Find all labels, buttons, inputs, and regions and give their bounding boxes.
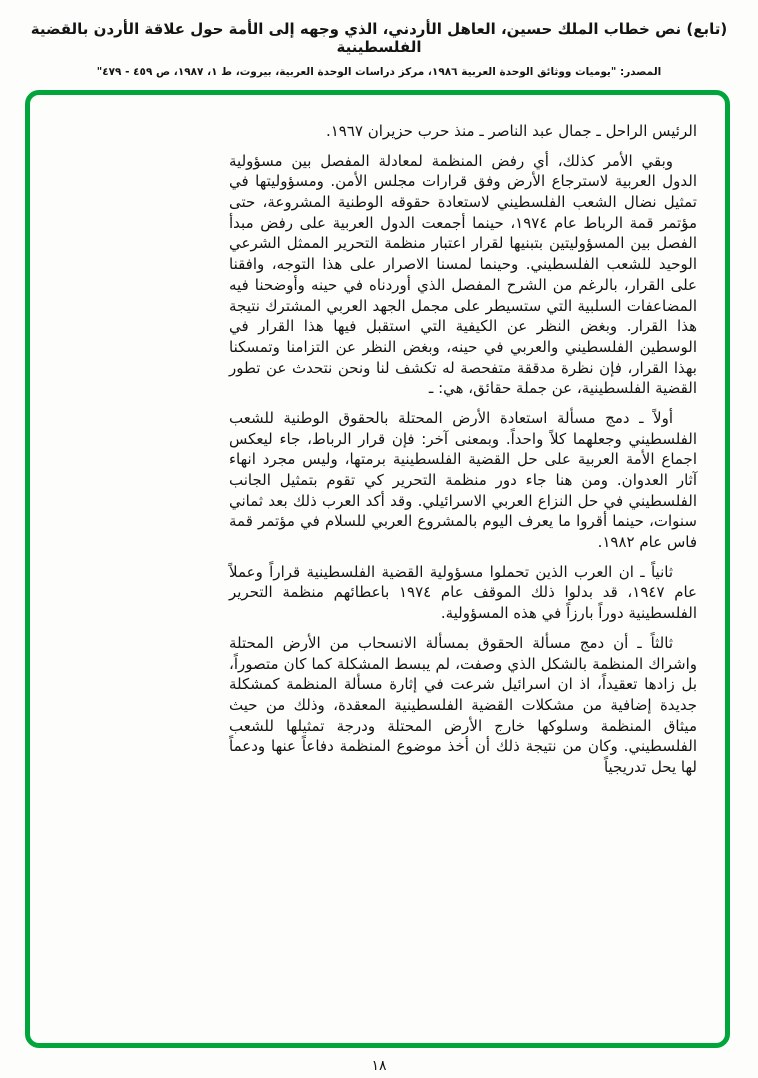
source-line: المصدر: "يوميات ووثائق الوحدة العربية ١٩٨٦، مركز دراسات الوحدة العربية، بيروت، ط ١، ١٩٨٧، ص ٤٥٩ - ٤٧٩" xyxy=(96,66,662,78)
page-header xyxy=(0,20,758,78)
paragraph-second-point: ثانياً ـ ان العرب الذين تحملوا مسؤولية القضية الفلسطينية قراراً وعملاً عام ١٩٤٧، قد بدلوا ذلك الموقف عام ١٩٧٤ باعطائهم منظمة التحرير الفلسطينية دوراً بارزاً في هذه المسؤولية. xyxy=(229,562,698,623)
page-number: ١٨ xyxy=(371,1058,387,1074)
paragraph-intro: وبقي الأمر كذلك، أي رفض المنظمة لمعادلة المفصل بين مسؤولية الدول العربية لاسترجاع الأرض وفق قرارات مجلس الأمن. ومسؤوليتها في تمثيل نضال الشعب الفلسطيني لاستعادة حقوقه الوطنية المشروعة، حتى مؤتمر قمة الرباط عام ١٩٧٤، حينما أجمعت الدول العربية على رفض مبدأ الفصل بين المسؤوليتين بتبنيها لقرار اعتبار منظمة التحرير الممثل الشرعي الوحيد للشعب الفلسطيني. وحينما لمسنا الاصرار على هذا التوجه، وافقنا على القرار، بالرغم من الشرح المفصل الذي أوردناه في حينه وأوضحنا فيه المضاعفات السلبية التي ستسيطر على مجمل الجهد العربي المشترك نتيجة هذا القرار. وبغض النظر عن الكيفية التي استقبل فيها هذا القرار في الوسطين الفلسطيني والعربي في حينه، وبغض النظر عن التزامنا وتمسكنا بهذا القرار، فإن نظرة مدققة متفحصة له تكشف لنا ونحن نتحدث عن تطور القضية الفلسطينية، عن جملة حقائق، هي: ـ xyxy=(229,151,697,398)
page-title: (تابع) نص خطاب الملك حسين، العاهل الأردني، الذي وجهه إلى الأمة حول علاقة الأردن بالقضية الفلسطينية xyxy=(30,20,728,56)
paragraph-continuation: الرئيس الراحل ـ جمال عبد الناصر ـ منذ حرب حزيران ١٩٦٧. xyxy=(325,122,697,140)
content-frame xyxy=(25,90,730,1048)
paragraph-first-point: أولاً ـ دمج مسألة استعادة الأرض المحتلة بالحقوق الوطنية للشعب الفلسطيني وجعلهما كلاً واحداً. وبمعنى آخر: فإن قرار الرباط، جاء ليعكس اجماع الأمة العربية على حل القضية الفلسطينية برمتها، وليس مجرد انهاء آثار العدوان. ومن هنا جاء دور منظمة التحرير كي تقوم بتمثيل الجانب الفلسطيني في حل النزاع العربي الاسرائيلي. وقد أكد العرب ذلك بعد ثماني سنوات، حينما أقروا ما يعرف اليوم بالمشروع العربي للسلام في مؤتمر قمة فاس عام ١٩٨٢. xyxy=(229,408,697,552)
body-text xyxy=(229,121,697,787)
paragraph-third-point: ثالثاً ـ أن دمج مسألة الحقوق بمسألة الانسحاب من الأرض المحتلة واشراك المنظمة بالشكل الذي وصفت، لم يبسط المشكلة كما كان متصوراً، بل زادها تعقيداً، اذ ان اسرائيل شرعت في إثارة مسألة المنظمة كمشكلة جديدة إضافية من مشكلات القضية الفلسطينية المعقدة، وذلك من حيث ميثاق المنظمة وسلوكها خارج الأرض المحتلة ودرجة تمثيلها للشعب الفلسطيني. وكان من نتيجة ذلك أن أخذ موضوع المنظمة دفاعاً عنها ودعماً لها يحل تدريجياً xyxy=(229,633,697,776)
